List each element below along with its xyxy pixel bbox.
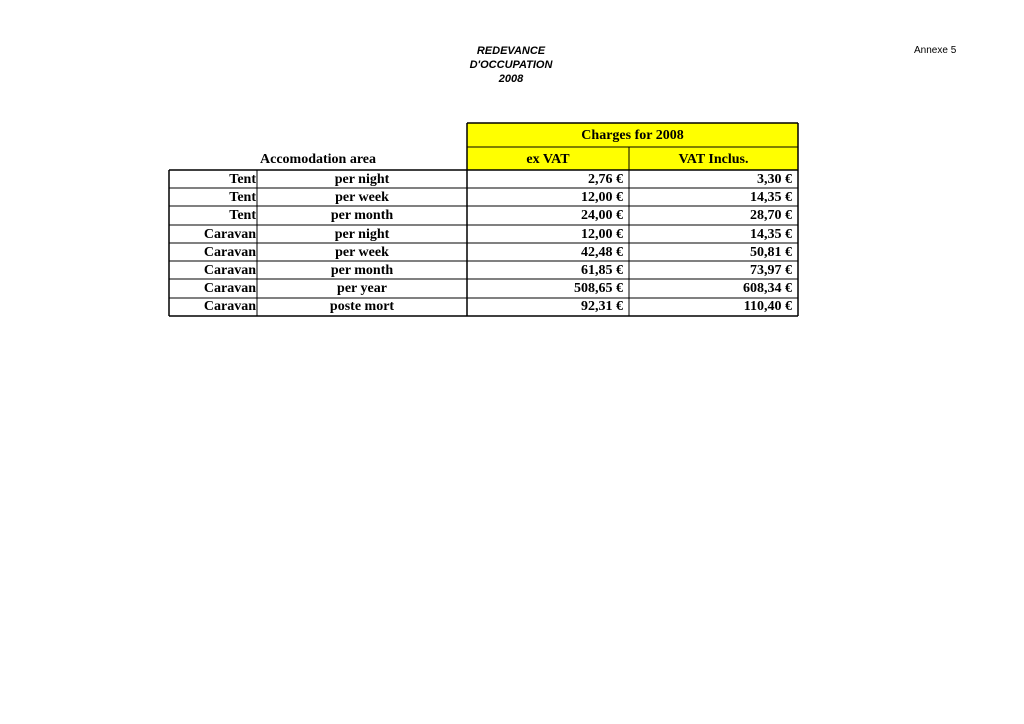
table-row-vat-incl: 73,97 € [750,263,792,278]
table-row-period: per year [337,281,387,296]
table-row-vat-incl: 608,34 € [743,281,792,296]
table-row-ex-vat: 12,00 € [581,227,623,242]
table-row-ex-vat: 61,85 € [581,263,623,278]
table-row-type: Tent [229,190,256,205]
title-line-3: 2008 [498,73,524,85]
table-row-type: Tent [229,208,256,223]
table-row-period: per month [330,263,394,278]
table-row-period: per week [335,245,389,260]
table-row-vat-incl: 110,40 € [743,299,792,314]
table-row-ex-vat: 42,48 € [581,245,623,260]
ex-vat-header: ex VAT [526,152,570,167]
table-row-period: per night [334,227,390,242]
table-row-type: Caravan [203,281,256,296]
table-row-vat-incl: 28,70 € [750,208,792,223]
table-row-period: poste mort [329,299,395,314]
table-row-period: per week [335,190,389,205]
table-row-vat-incl: 14,35 € [750,190,792,205]
table-row-period: per night [334,172,390,187]
table-row-ex-vat: 24,00 € [581,208,623,223]
table-row-type: Tent [229,172,256,187]
table-row-vat-incl: 3,30 € [757,172,792,187]
table-row-type: Caravan [203,227,256,242]
vat-incl-header: VAT Inclus. [678,152,749,167]
table-row-ex-vat: 12,00 € [581,190,623,205]
annex-label: Annexe 5 [914,45,957,56]
title-line-2: D'OCCUPATION [469,59,553,71]
table-row-vat-incl: 50,81 € [750,245,792,260]
table-row-ex-vat: 508,65 € [574,281,623,296]
charges-group-header: Charges for 2008 [581,128,684,143]
table-row-ex-vat: 2,76 € [588,172,623,187]
table-row-ex-vat: 92,31 € [581,299,623,314]
table-row-period: per month [330,208,394,223]
accommodation-area-header: Accomodation area [260,152,376,167]
table-row-type: Caravan [203,299,256,314]
table-row-vat-incl: 14,35 € [750,227,792,242]
table-row-type: Caravan [203,245,256,260]
title-line-1: REDEVANCE [476,45,546,57]
table-row-type: Caravan [203,263,256,278]
